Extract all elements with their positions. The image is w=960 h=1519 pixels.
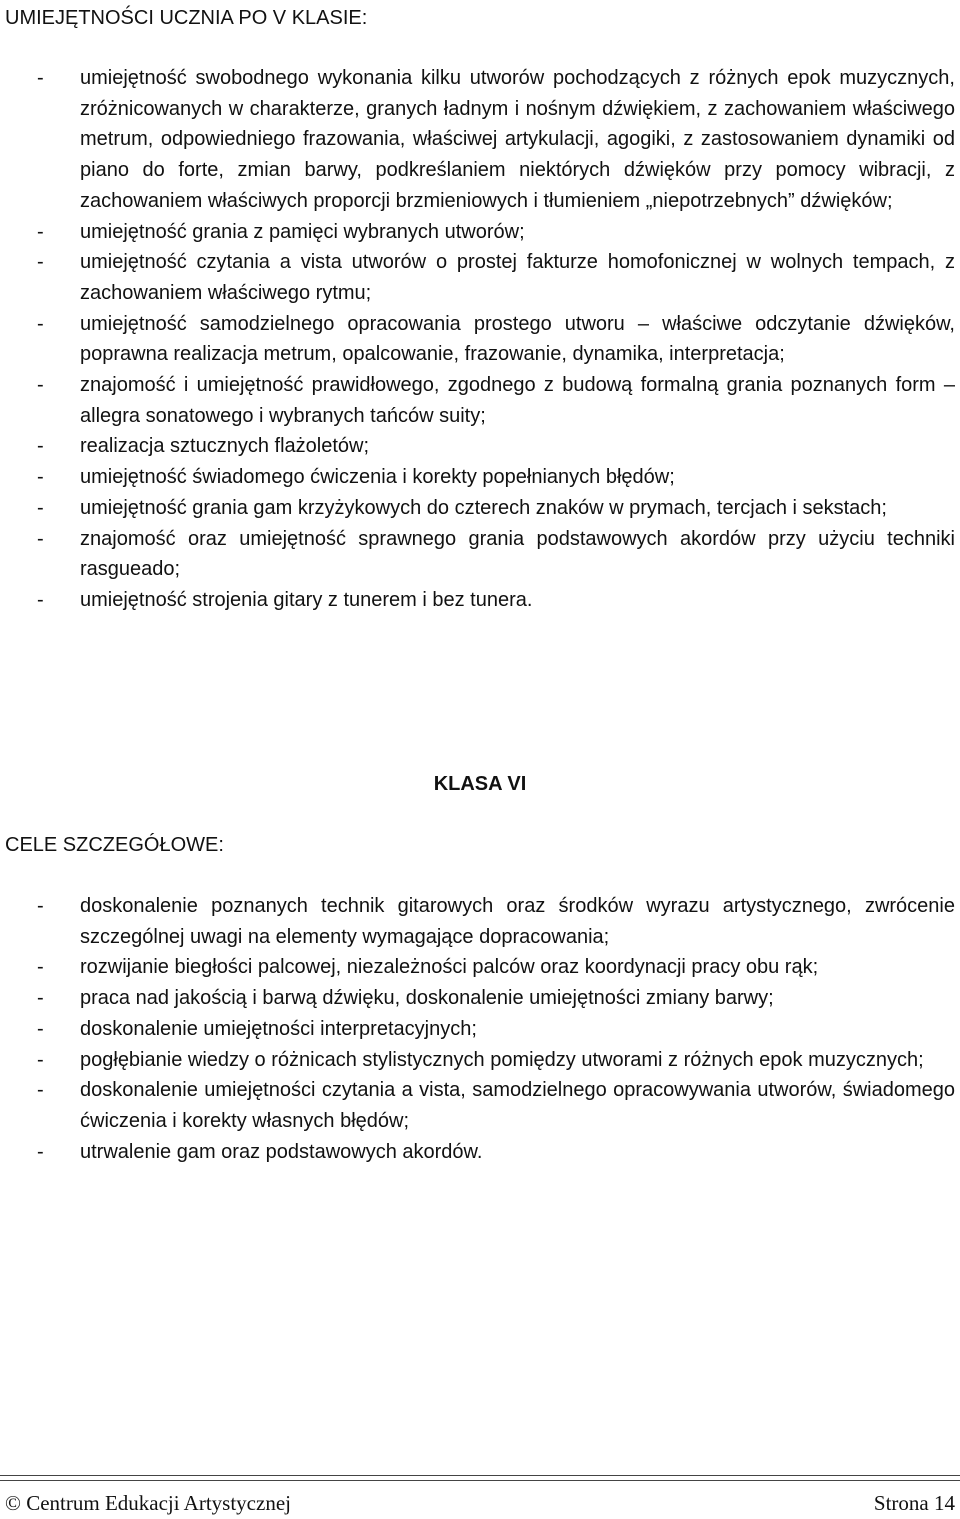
list-item-text: umiejętność samodzielnego opracowania prostego utworu – właściwe odczytanie dźwięków, poprawna realizacja metrum, opalcowanie, frazowanie, dynamika, interpretacja;	[80, 312, 955, 366]
list-item	[0, 1137, 955, 1168]
bullet-dash: -	[37, 67, 44, 89]
bullet-dash: -	[37, 466, 44, 489]
bullet-dash: -	[37, 895, 44, 917]
bullet-dash: -	[37, 312, 44, 335]
list-item	[0, 524, 955, 585]
list-item	[0, 493, 955, 524]
bullet-dash: -	[37, 987, 44, 1010]
list-item-text: znajomość oraz umiejętność sprawnego grania podstawowych akordów przy użyciu techniki rasgueado;	[80, 527, 955, 581]
section-heading-goals: CELE SZCZEGÓŁOWE:	[5, 834, 224, 856]
list-item	[0, 1045, 955, 1076]
bullet-dash: -	[37, 1079, 44, 1102]
page-number: Strona 14	[873, 1491, 955, 1515]
list-item-text: umiejętność strojenia gitary z tunerem i bez tunera.	[80, 588, 533, 611]
bullet-dash: -	[37, 496, 44, 519]
list-item-text: utrwalenie gam oraz podstawowych akordów.	[80, 1140, 483, 1163]
list-item	[0, 431, 955, 462]
list-item	[0, 63, 955, 217]
bullet-dash: -	[37, 1048, 44, 1071]
list-item	[0, 1014, 955, 1045]
list-item-text: rozwijanie biegłości palcowej, niezależności palców oraz koordynacji pracy obu rąk;	[80, 956, 819, 979]
footer-copyright: © Centrum Edukacji Artystycznej	[5, 1491, 291, 1515]
list-item-text: umiejętność grania z pamięci wybranych utworów;	[80, 220, 525, 243]
bullet-dash: -	[37, 956, 44, 979]
skills-list	[0, 63, 955, 616]
list-item	[0, 217, 955, 248]
list-item-text: umiejętność swobodnego wykonania kilku utworów pochodzących z różnych epok muzycznych, zróżnicowanych w charakterze, granych ładnym i nośnym dźwiękiem, z zachowaniem właściwego metrum, odpowiedniego frazowania, właściwej artykulacji, agogiki, z zastosowaniem dynamiki od piano do forte, zmian barwy, podkreślaniem niektórych dźwięków przy pomocy wibracji, z zachowaniem właściwych proporcji brzmieniowych i tłumieniem „niepotrzebnych” dźwięków;	[80, 67, 955, 212]
bullet-dash: -	[37, 374, 44, 397]
list-item	[0, 891, 955, 952]
list-item	[0, 1075, 955, 1136]
bullet-dash: -	[37, 435, 44, 458]
list-item	[0, 462, 955, 493]
list-item	[0, 952, 955, 983]
list-item	[0, 983, 955, 1014]
footer-divider	[0, 1475, 960, 1481]
list-item-text: doskonalenie umiejętności czytania a vista, samodzielnego opracowywania utworów, świadomego ćwiczenia i korekty własnych błędów;	[80, 1079, 955, 1132]
list-item	[0, 585, 955, 616]
list-item-text: umiejętność świadomego ćwiczenia i korekty popełnianych błędów;	[80, 466, 675, 489]
list-item-text: umiejętność czytania a vista utworów o prostej fakturze homofonicznej w wolnych tempach, z zachowaniem właściwego rytmu;	[80, 251, 955, 304]
list-item	[0, 247, 955, 308]
list-item	[0, 309, 955, 370]
list-item-text: pogłębianie wiedzy o różnicach stylistycznych pomiędzy utworami z różnych epok muzycznych;	[80, 1048, 924, 1071]
list-item-text: doskonalenie umiejętności interpretacyjnych;	[80, 1017, 477, 1040]
list-item-text: umiejętność grania gam krzyżykowych do czterech znaków w prymach, tercjach i sekstach;	[80, 496, 887, 519]
bullet-dash: -	[37, 527, 44, 550]
bullet-dash: -	[37, 1017, 44, 1040]
bullet-dash: -	[37, 220, 44, 243]
class-title: KLASA VI	[433, 773, 527, 795]
list-item-text: realizacja sztucznych flażoletów;	[80, 435, 370, 458]
list-item-text: znajomość i umiejętność prawidłowego, zgodnego z budową formalną grania poznanych form – allegra sonatowego i wybranych tańców suity;	[80, 374, 955, 427]
list-item-text: praca nad jakością i barwą dźwięku, doskonalenie umiejętności zmiany barwy;	[80, 987, 774, 1010]
section-heading-skills: UMIEJĘTNOŚCI UCZNIA PO V KLASIE:	[5, 7, 368, 29]
list-item	[0, 370, 955, 431]
goals-list	[0, 891, 955, 1167]
list-item-text: doskonalenie poznanych technik gitarowych oraz środków wyrazu artystycznego, zwrócenie szczególnej uwagi na elementy wymagające dopracowania;	[80, 895, 955, 948]
bullet-dash: -	[37, 1140, 44, 1163]
bullet-dash: -	[37, 588, 44, 611]
bullet-dash: -	[37, 251, 44, 274]
